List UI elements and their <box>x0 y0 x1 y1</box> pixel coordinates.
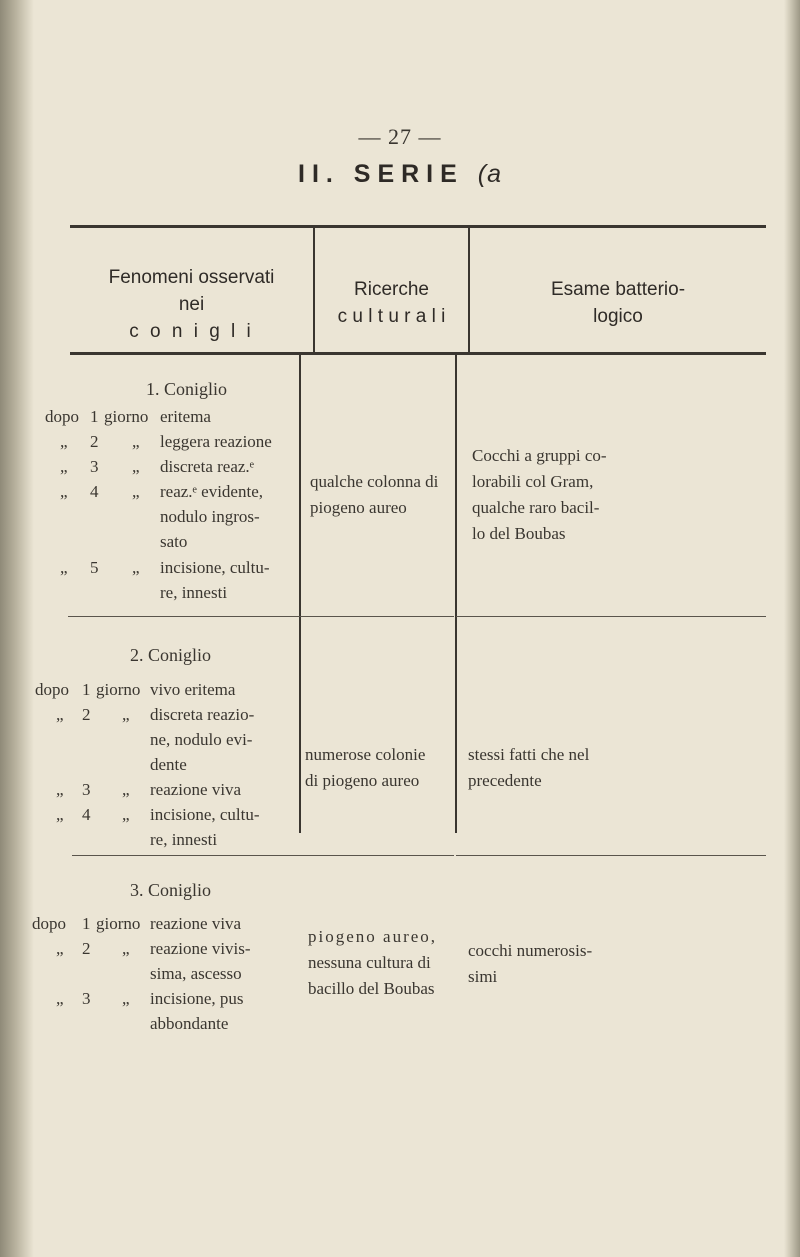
series-suffix: (a <box>477 160 502 188</box>
row-unit: giorno <box>96 680 141 699</box>
culture-cell <box>310 469 460 521</box>
row-text: vivo eritema <box>150 680 236 699</box>
row-prefix: dopo <box>45 407 79 426</box>
culture-line: bacillo del Boubas <box>308 979 435 998</box>
bacteria-line: lo del Boubas <box>472 524 566 543</box>
row-unit: „ <box>132 457 140 476</box>
bacteria-cell <box>468 742 763 794</box>
row-day: 3 <box>90 457 99 476</box>
culture-line: nessuna cultura di <box>308 953 431 972</box>
row-text: reazione viva <box>150 914 242 933</box>
culture-line: piogeno aureo <box>310 498 407 517</box>
row-text: re, innesti <box>160 583 228 602</box>
bacteria-line: lorabili col Gram, <box>472 472 594 491</box>
column-divider-2-body <box>455 355 457 833</box>
entry-separator-2b <box>456 855 766 856</box>
row-text: reaz.ᵉ evidente, <box>160 482 263 501</box>
culture-cell <box>305 742 455 794</box>
bacteria-line: simi <box>468 967 498 986</box>
row-day: 2 <box>82 705 91 724</box>
row-text: ne, nodulo evi- <box>150 730 253 749</box>
row-prefix: dopo <box>32 914 66 933</box>
series-label: II. SERIE <box>298 160 464 188</box>
row-text: incisione, cultu- <box>150 805 260 824</box>
table-top-rule <box>70 225 766 228</box>
row-text: reazione viva <box>150 780 242 799</box>
row-text: reazione vivis- <box>150 939 251 958</box>
header-phenomena-line3: c o n i g l i <box>129 321 254 342</box>
row-prefix: „ <box>60 432 68 451</box>
row-unit: „ <box>122 989 130 1008</box>
row-day: 5 <box>90 558 99 577</box>
row-prefix: dopo <box>35 680 69 699</box>
bacteria-line: precedente <box>468 771 542 790</box>
row-text: eritema <box>160 407 211 426</box>
row-text: incisione, pus <box>150 989 244 1008</box>
row-text: re, innesti <box>150 830 218 849</box>
bacteria-line: cocchi numerosis- <box>468 941 593 960</box>
header-cultures-line2: c u l t u r a l i <box>337 306 446 327</box>
bacteria-line: Cocchi a gruppi co- <box>472 446 607 465</box>
row-day: 3 <box>82 989 91 1008</box>
culture-line: di piogeno aureo <box>305 771 420 790</box>
row-text: abbondante <box>150 1014 229 1033</box>
row-unit: „ <box>132 432 140 451</box>
header-bacteriology-line1: Esame batterio- <box>550 279 686 300</box>
row-prefix: „ <box>60 558 68 577</box>
row-day: 2 <box>90 432 99 451</box>
row-prefix: „ <box>56 989 64 1008</box>
row-prefix: „ <box>56 805 64 824</box>
table-header-rule <box>70 352 766 355</box>
row-text: leggera reazione <box>160 432 272 451</box>
header-cultures <box>315 276 468 330</box>
row-prefix: „ <box>56 705 64 724</box>
row-text: sima, ascesso <box>150 964 242 983</box>
row-text: incisione, cultu- <box>160 558 270 577</box>
row-prefix: „ <box>56 780 64 799</box>
header-phenomena-line1: Fenomeni osservati <box>108 267 275 288</box>
row-unit: giorno <box>96 914 141 933</box>
row-day: 3 <box>82 780 91 799</box>
row-prefix: „ <box>60 482 68 501</box>
entry-separator-2 <box>72 855 454 856</box>
row-unit: „ <box>122 805 130 824</box>
row-text: sato <box>160 532 188 551</box>
header-bacteriology <box>470 276 766 330</box>
row-prefix: „ <box>60 457 68 476</box>
row-unit: „ <box>132 558 140 577</box>
bacteria-line: qualche raro bacil- <box>472 498 600 517</box>
series-title <box>0 160 800 189</box>
row-text: discreta reaz.ᵉ <box>160 457 255 476</box>
row-day: 1 <box>90 407 99 426</box>
header-phenomena <box>70 264 313 345</box>
bacteria-cell <box>468 938 763 990</box>
culture-cell <box>308 924 458 1002</box>
culture-line: numerose colonie <box>305 745 426 764</box>
culture-line: qualche colonna di <box>310 472 439 491</box>
entry-separator-1b <box>456 616 766 617</box>
row-unit: „ <box>122 939 130 958</box>
entry-title: 2. Coniglio <box>130 645 212 665</box>
bacteria-cell <box>472 443 762 547</box>
row-day: 4 <box>82 805 91 824</box>
row-text: nodulo ingros- <box>160 507 260 526</box>
header-phenomena-line2: nei <box>178 294 205 315</box>
header-bacteriology-line2: logico <box>593 306 643 327</box>
row-day: 1 <box>82 680 91 699</box>
bacteria-line: stessi fatti che nel <box>468 745 590 764</box>
row-text: dente <box>150 755 187 774</box>
row-unit: „ <box>122 705 130 724</box>
entry-title: 3. Coniglio <box>130 880 212 900</box>
header-cultures-line1: Ricerche <box>354 279 429 300</box>
row-day: 4 <box>90 482 99 501</box>
row-day: 1 <box>82 914 91 933</box>
row-day: 2 <box>82 939 91 958</box>
entry-title: 1. Coniglio <box>146 379 228 399</box>
row-unit: giorno <box>104 407 149 426</box>
entry-separator-1 <box>68 616 454 617</box>
culture-line: piogeno aureo, <box>308 927 438 946</box>
row-unit: „ <box>122 780 130 799</box>
row-text: discreta reazio- <box>150 705 255 724</box>
row-prefix: „ <box>56 939 64 958</box>
column-divider-1-body <box>299 355 301 833</box>
row-unit: „ <box>132 482 140 501</box>
page-number: — 27 — <box>358 124 442 149</box>
